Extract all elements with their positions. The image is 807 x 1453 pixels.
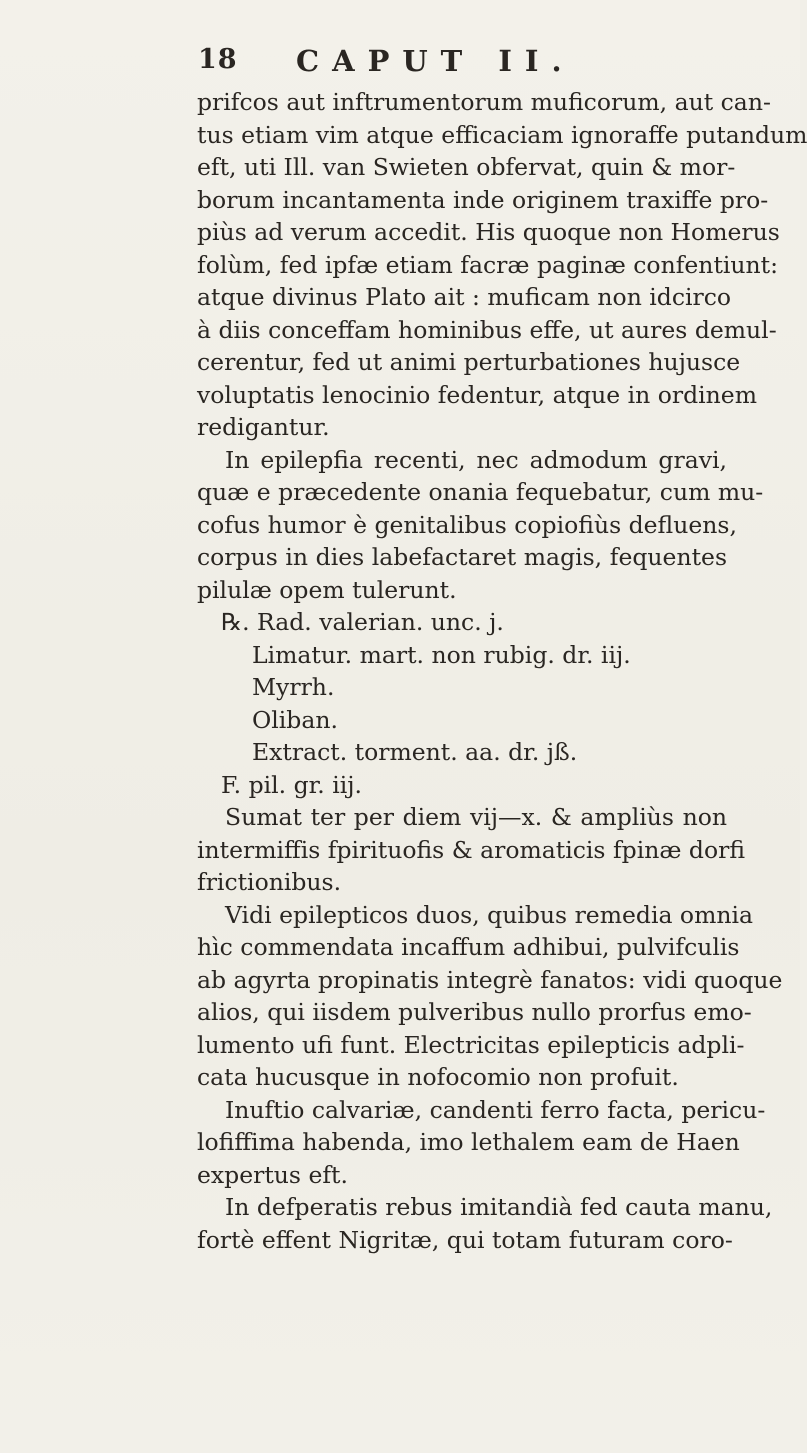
- text-line: cata hucusque in nofocomio non profuit.: [197, 1063, 679, 1091]
- text-line: F. pil. gr. iij.: [221, 770, 363, 799]
- text-line: alios, qui iisdem pulveribus nullo prorfus emo-: [197, 998, 752, 1026]
- text-line: prifcos aut inftrumentorum muficorum, aut can-: [197, 88, 771, 116]
- running-head: CAPUT II.: [296, 44, 575, 78]
- text-line: piùs ad verum accedit. His quoque non Homerus: [197, 218, 780, 246]
- text-line: Extract. torment. aa. dr. jß.: [252, 738, 578, 766]
- text-line: borum incantamenta inde originem traxiffe pro-: [197, 185, 769, 214]
- text-line: Myrrh.: [252, 673, 335, 701]
- text-line: corpus in dies labefactaret magis, fequentes: [197, 543, 727, 571]
- text-line: ℞. Rad. valerian. unc. j.: [221, 608, 504, 636]
- text-line: In epilepfia recenti, nec admodum gravi,: [225, 445, 727, 474]
- text-line: Limatur. mart. non rubig. dr. iij.: [252, 640, 631, 669]
- text-line: fortè effent Nigritæ, qui totam futuram coro-: [197, 1225, 733, 1254]
- text-line: cerentur, fed ut animi perturbationes hujusce: [197, 348, 741, 376]
- text-line: frictionibus.: [197, 868, 342, 896]
- text-line: intermiffis fpirituofis & aromaticis fpinæ dorfi: [197, 835, 746, 864]
- text-line: quæ e præcedente onania fequebatur, cum mu-: [197, 478, 764, 506]
- text-line: Oliban.: [252, 705, 338, 734]
- text-line: eft, uti Ill. van Swieten obfervat, quin & mor-: [197, 153, 736, 181]
- text-line: Sumat ter per diem vij—x. & ampliùs non: [225, 803, 727, 831]
- text-line: voluptatis lenocinio fedentur, atque in ordinem: [197, 380, 757, 409]
- text-line: pilulæ opem tulerunt.: [197, 575, 457, 604]
- text-line: hìc commendata incaffum adhibui, pulvifculis: [197, 933, 740, 961]
- text-line: Inuftio calvariæ, candenti ferro facta, pericu-: [225, 1095, 766, 1124]
- text-line: redigantur.: [197, 413, 330, 441]
- text-line: cofus humor è genitalibus copiofiùs defluens,: [197, 510, 737, 539]
- page-header: [198, 44, 668, 84]
- page-number: 18: [198, 44, 238, 75]
- text-line: ab agyrta propinatis integrè fanatos: vidi quoque: [197, 965, 783, 994]
- text-line: In defperatis rebus imitandià fed cauta manu,: [225, 1193, 773, 1221]
- text-line: lofiffima habenda, imo lethalem eam de Haen: [197, 1128, 740, 1156]
- text-line: atque divinus Plato ait : muficam non idcirco: [197, 283, 732, 311]
- text-line: tus etiam vim atque efficaciam ignoraffe putandum: [197, 120, 807, 149]
- body-text: [197, 86, 807, 1256]
- text-line: expertus eft.: [197, 1160, 348, 1189]
- text-line: Vidi epilepticos duos, quibus remedia omnia: [225, 900, 754, 929]
- text-line: lumento ufi funt. Electricitas epilepticis adpli-: [197, 1030, 745, 1059]
- text-line: folùm, fed ipfæ etiam facræ paginæ confentiunt:: [197, 250, 779, 279]
- text-line: à diis conceffam hominibus effe, ut aures demul-: [197, 315, 777, 344]
